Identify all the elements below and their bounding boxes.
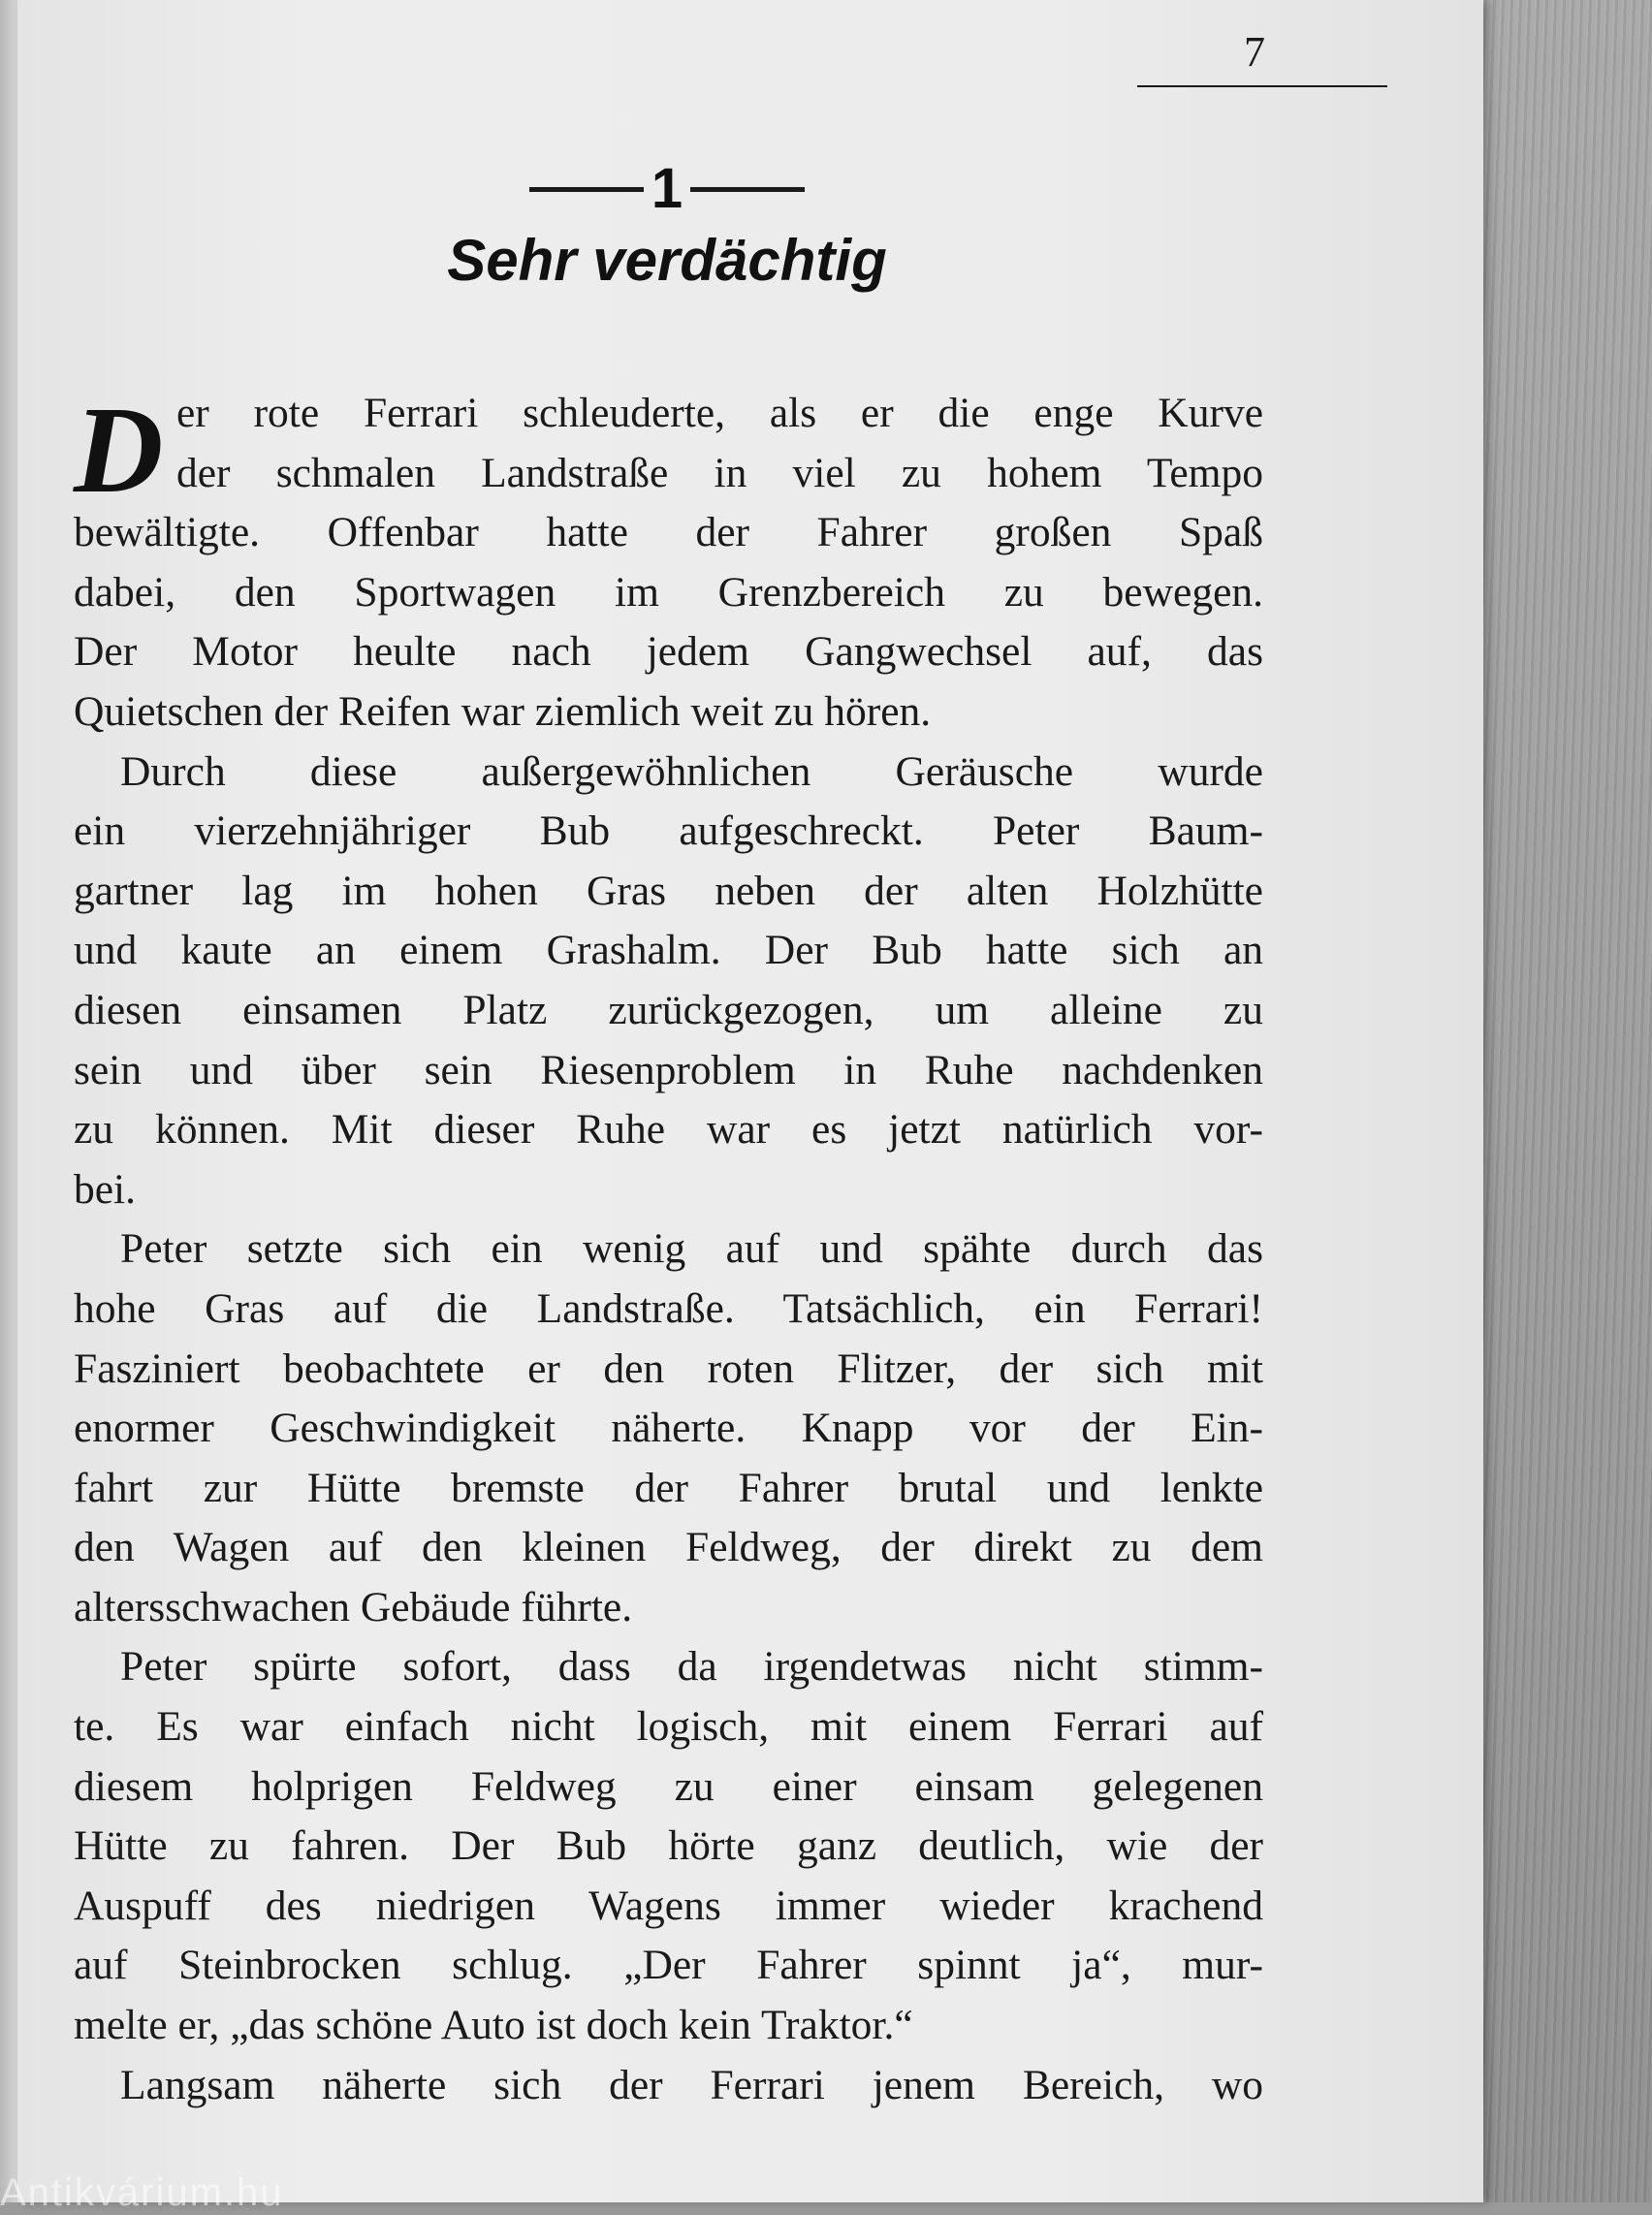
text-line: Der Motor heulte nach jedem Gangwechsel auf, das <box>74 628 1263 676</box>
text-line: enormer Geschwindigkeit näherte. Knapp vor der Ein- <box>74 1405 1263 1452</box>
text-line: diesen einsamen Platz zurückgezogen, um alleine zu <box>74 986 1263 1033</box>
text-line: Fasziniert beobachtete er den roten Flitzer, der sich mit <box>74 1345 1263 1392</box>
text-line: altersschwachen Gebäude führte. <box>74 1583 633 1630</box>
text-line: Durch diese außergewöhnlichen Geräusche wurde <box>120 747 1263 795</box>
text-line: Auspuff des niedrigen Wagens immer wieder krachend <box>74 1882 1263 1929</box>
watermark: Antikvárium.hu <box>0 2171 284 2214</box>
text-line: auf Steinbrocken schlug. „Der Fahrer spinnt ja“, mur- <box>74 1942 1263 1989</box>
chapter-dash-right <box>690 187 805 192</box>
header-rule <box>1137 85 1387 87</box>
text-line: te. Es war einfach nicht logisch, mit einem Ferrari auf <box>74 1703 1263 1751</box>
chapter-title: Sehr verdächtig <box>447 228 887 293</box>
first-paragraph <box>74 381 1263 519</box>
text-line: und kaute an einem Grashalm. Der Bub hatte sich an <box>74 927 1263 974</box>
text-line: diesem holprigen Feldweg zu einer einsam gelegenen <box>74 1762 1263 1810</box>
text-line: dabei, den Sportwagen im Grenzbereich zu bewegen. <box>74 568 1263 616</box>
text-line: er rote Ferrari schleuderte, als er die enge Kurve <box>176 390 1263 436</box>
chapter-number: 1 <box>651 157 683 220</box>
text-line: Peter spürte sofort, dass da irgendetwas nicht stimm- <box>120 1643 1263 1691</box>
text-line: ein vierzehnjähriger Bub aufgeschreckt. Peter Baum- <box>74 807 1263 855</box>
text-line: Langsam näherte sich der Ferrari jenem Bereich, wo <box>120 2061 1263 2108</box>
text-line: bewältigte. Offenbar hatte der Fahrer großen Spaß <box>74 509 1263 556</box>
chapter-marker <box>507 155 827 223</box>
text-line: Peter setzte sich ein wenig auf und spähte durch das <box>120 1225 1263 1273</box>
drop-cap: D <box>74 381 164 519</box>
text-line: der schmalen Landstraße in viel zu hohem Tempo <box>176 449 1263 496</box>
background-surface <box>1474 0 1652 2202</box>
text-line: Hütte zu fahren. Der Bub hörte ganz deutlich, wie der <box>74 1822 1263 1870</box>
text-line: fahrt zur Hütte bremste der Fahrer brutal und lenkte <box>74 1464 1263 1511</box>
book-page <box>17 0 1483 2202</box>
text-line: Quietschen der Reifen war ziemlich weit zu hören. <box>74 687 932 735</box>
text-line: den Wagen auf den kleinen Feldweg, der direkt zu dem <box>74 1524 1263 1571</box>
page-number: 7 <box>1244 28 1265 76</box>
text-line: zu können. Mit dieser Ruhe war es jetzt natürlich vor- <box>74 1106 1263 1154</box>
chapter-dash-left <box>529 187 644 192</box>
text-line: sein und über sein Riesenproblem in Ruhe nachdenken <box>74 1046 1263 1093</box>
text-line: gartner lag im hohen Gras neben der alten Holzhütte <box>74 867 1263 914</box>
text-line: melte er, „das schöne Auto ist doch kein Traktor.“ <box>74 2002 913 2049</box>
text-line: hohe Gras auf die Landstraße. Tatsächlich, ein Ferrari! <box>74 1284 1263 1332</box>
body-text <box>74 381 1263 2115</box>
text-line: bei. <box>74 1165 137 1213</box>
